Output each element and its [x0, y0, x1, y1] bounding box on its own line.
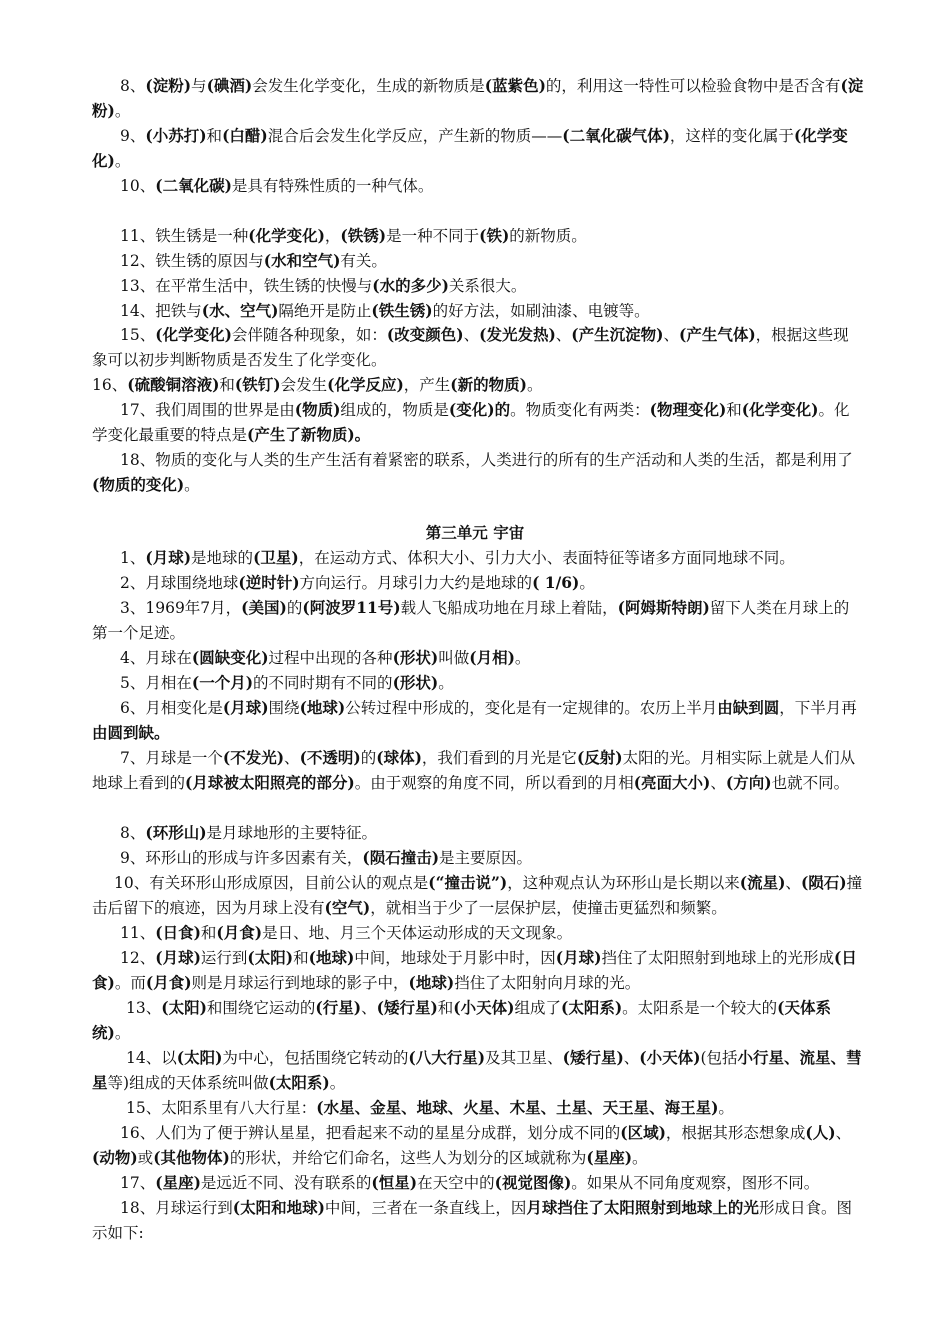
answer-text: (地球): [299, 698, 346, 717]
body-text: 载人飞船成功地在月球上着陆，: [400, 599, 618, 617]
body-text: 撞击后留下的痕迹，因为月球上没有: [92, 874, 863, 917]
body-text: 会发生: [280, 376, 328, 394]
body-text: 16、人们为了便于辨认星星，把看起来不动的星星分成群，划分成不同的: [120, 1124, 621, 1142]
paragraph-8: [92, 323, 864, 372]
answer-text: (月球): [155, 948, 201, 967]
body-text: ，根据其形态想象成: [665, 1124, 806, 1142]
body-text: 是日、地、月三个天体运动形成的天文现象。: [262, 924, 573, 942]
body-text: 16、: [92, 376, 128, 394]
body-text: 11、铁生锈是一种: [120, 227, 249, 245]
body-text: 会发生化学变化，生成的新物质是: [252, 77, 485, 95]
answer-text: (月球): [222, 698, 269, 717]
paragraph-23: [92, 946, 864, 995]
body-text: 、: [463, 326, 480, 344]
answer-text: (流星): [739, 873, 786, 892]
answer-text: (形状): [392, 673, 439, 692]
body-text: ，根据这些现象可以初步判断物质是否发生了化学变化。: [92, 326, 849, 369]
body-text: ，在运动方式、体积大小、引力大小、表面特征等诸多方面同地球不同。: [298, 549, 795, 567]
body-text: 和: [206, 127, 223, 145]
answer-text: (陨石): [800, 873, 847, 892]
body-text: 、: [284, 749, 300, 767]
paragraph-13: [92, 571, 864, 596]
body-text: 10、有关环形山形成原因，目前公认的观点是: [114, 874, 429, 892]
answer-text: (小天体): [453, 998, 515, 1017]
body-text: 。而: [114, 973, 146, 992]
body-text: 和: [437, 999, 454, 1017]
body-text: 及其卫星、: [485, 1049, 563, 1067]
answer-text: (太阳和地球): [232, 1198, 325, 1217]
paragraph-10: [92, 398, 864, 447]
answer-text: (铁钉): [234, 375, 281, 394]
paragraph-25: [92, 1046, 864, 1095]
answer-text: (变化)的: [448, 400, 511, 419]
answer-text: (产生沉淀物): [571, 325, 664, 344]
body-text: 或: [137, 1148, 154, 1167]
body-text: 的，利用这一特性可以检验食物中是否含有: [545, 77, 841, 95]
body-text: 的: [286, 599, 303, 617]
answer-text: (圆缺变化): [191, 648, 269, 667]
body-text: ，这样的变化属于: [669, 127, 794, 145]
body-text: 过程中出现的各种: [268, 649, 393, 667]
body-text: 11、: [120, 924, 156, 942]
answer-text: (小苏打): [145, 126, 207, 145]
paragraph-11: [92, 448, 864, 497]
answer-text: (水和空气): [263, 251, 341, 270]
answer-text: (阿波罗11号): [302, 598, 401, 617]
body-text: ，我们看到的月光是它: [421, 749, 577, 767]
answer-text: (白醋): [222, 126, 268, 145]
answer-text: (太阳): [161, 998, 207, 1017]
paragraph-7: [92, 299, 864, 324]
body-text: 8、: [120, 824, 146, 842]
body-text: 。太阳系是一个较大的: [622, 999, 778, 1017]
body-text: 。: [438, 674, 454, 692]
body-text: 的新物质。: [509, 227, 587, 245]
body-text: 3、1969年7月，: [120, 599, 242, 617]
body-text: ，下半月再: [779, 699, 857, 717]
answer-text: (人): [805, 1123, 836, 1142]
body-text: 则是月球运行到地球的影子中，: [191, 973, 409, 992]
answer-text: (环形山): [145, 823, 207, 842]
answer-text: (一个月): [191, 673, 254, 692]
paragraph-6: [92, 274, 864, 299]
answer-text: (区域): [620, 1123, 666, 1142]
body-text: 的好方法，如刷油漆、电镀等。: [432, 302, 650, 320]
paragraph-19: [92, 821, 864, 846]
body-text: 2、月球围绕地球: [120, 574, 239, 592]
answer-text: (产生气体): [678, 325, 756, 344]
paragraph-24: [92, 996, 864, 1045]
answer-text: (物质): [294, 400, 341, 419]
answer-text: (行星): [315, 998, 362, 1017]
body-text: 。: [114, 151, 131, 170]
body-text: 。: [526, 376, 543, 394]
body-text: 13、: [126, 999, 162, 1017]
answer-text: (形状): [392, 648, 439, 667]
body-text: 隔绝开是防止: [278, 302, 372, 320]
answer-text: (水的多少): [372, 276, 449, 295]
body-text: 、: [555, 326, 572, 344]
paragraph-18: [92, 746, 864, 795]
answer-text: (方向): [725, 772, 772, 792]
body-text: 的形状，并给它们命名，这些人为划分的区域就称为: [229, 1148, 587, 1167]
answer-text: (“撞击说”): [428, 873, 508, 892]
body-text: 留下人类在月球上的第一个足迹。: [92, 599, 850, 642]
answer-text: (化学变化): [248, 226, 325, 245]
body-text: 的: [360, 749, 377, 767]
body-text: 5、月相在: [120, 674, 192, 692]
answer-text: (化学变化): [92, 126, 848, 170]
paragraph-12: [92, 546, 864, 571]
answer-text: (视觉图像): [494, 1173, 572, 1192]
body-text: 也就不同。: [771, 773, 850, 792]
body-text: 12、: [120, 949, 156, 967]
body-text: ，就相当于少了一层保护层，使撞击更猛烈和频繁。: [370, 898, 727, 917]
body-text: 围绕: [268, 699, 300, 717]
body-text: 6、月相变化是: [120, 699, 223, 717]
body-text: 叫做: [438, 649, 470, 667]
body-text: 是月球地形的主要特征。: [206, 824, 378, 842]
body-text: 8、: [120, 77, 146, 95]
body-text: 。: [184, 475, 200, 494]
body-text: 公转过程中形成的，变化是有一定规律的。农历上半月: [345, 699, 718, 717]
answer-text: (天体系统): [92, 998, 832, 1042]
answer-text: (动物): [92, 1147, 138, 1167]
body-text: ，产生: [403, 376, 451, 394]
answer-text: (卫星): [253, 548, 299, 567]
body-text: 。如果从不同角度观察，图形不同。: [571, 1174, 820, 1192]
paragraph-22: [92, 921, 864, 946]
body-text: 与: [191, 77, 207, 95]
body-text: 14、以: [126, 1049, 177, 1067]
paragraph-3: [92, 174, 864, 199]
paragraph-5: [92, 249, 864, 274]
body-text: 7、月球是一个: [120, 749, 223, 767]
answer-text: (月球): [145, 548, 192, 567]
answer-text: (化学变化): [741, 400, 819, 419]
body-text: 和: [200, 924, 217, 942]
answer-text: (铁锈): [340, 226, 387, 245]
answer-text: (淀粉): [145, 76, 192, 95]
body-text: 和: [726, 401, 742, 419]
body-text: 1、: [120, 549, 146, 567]
body-text: 是地球的: [191, 549, 254, 567]
body-text: 运行到: [200, 949, 248, 967]
body-text: ，: [324, 227, 341, 245]
answer-text: (球体): [376, 748, 422, 767]
answer-text: (月相): [469, 648, 515, 667]
answer-text: (铁生锈): [371, 301, 433, 320]
answer-text: (八大行星): [408, 1048, 486, 1067]
body-text: 18、物质的变化与人类的生产生活有着紧密的联系，人类进行的所有的生产活动和人类的生活，都是利用了: [120, 451, 853, 469]
answer-text: (太阳): [247, 948, 294, 967]
answer-text: (月球): [555, 948, 602, 967]
body-text: 10、: [120, 177, 156, 195]
body-text: 是主要原因。: [439, 849, 533, 867]
body-text: 17、我们周围的世界是由: [120, 401, 295, 419]
answer-text: (星座): [586, 1147, 633, 1167]
answer-text: (硫酸铜溶液): [127, 375, 220, 394]
body-text: 17、: [120, 1174, 156, 1192]
body-text: 太阳的光。月相实际上就是人们从地球上看到的: [92, 749, 856, 792]
paragraph-1: [92, 74, 864, 123]
body-text: 、: [623, 1049, 640, 1067]
answer-text: (亮面大小): [633, 772, 711, 792]
body-text: 15、太阳系里有八大行星：: [126, 1099, 317, 1117]
body-text: 。: [514, 649, 531, 667]
answer-text: (不透明): [299, 748, 361, 767]
paragraph-28: [92, 1171, 864, 1196]
body-text: (包括: [700, 1049, 738, 1067]
body-text: 关系很大。: [448, 277, 527, 295]
answer-text: (水星、金星、地球、火星、木星、土星、天王星、海王星): [316, 1098, 719, 1117]
answer-text: (新的物质): [450, 375, 527, 394]
answer-text: 小行星、流星、彗星: [92, 1048, 862, 1092]
answer-text: ( 1/6): [532, 573, 580, 592]
answer-text: 由圆到缺。: [92, 722, 170, 742]
answer-text: (月食): [145, 972, 192, 992]
answer-text: (月食): [216, 923, 263, 942]
body-text: 。: [329, 1073, 346, 1092]
answer-text: (日食): [92, 948, 857, 992]
answer-text: (矮行星): [376, 998, 438, 1017]
answer-text: (不发光): [222, 748, 285, 767]
body-text: 9、环形山的形成与许多因素有关，: [120, 849, 363, 867]
answer-text: (逆时针): [238, 573, 300, 592]
body-text: 挡住了太阳照射到地球上的光形成: [601, 949, 834, 967]
body-text: 14、把铁与: [120, 302, 202, 320]
answer-text: (铁): [479, 226, 510, 245]
answer-text: (日食): [155, 923, 201, 942]
paragraph-17: [92, 696, 864, 745]
answer-text: (二氧化碳): [155, 176, 232, 195]
answer-text: (恒星): [371, 1173, 418, 1192]
paragraph-15: [92, 646, 864, 671]
body-text: 是一种不同于: [386, 227, 480, 245]
body-text: 、: [835, 1124, 852, 1142]
paragraph-26: [92, 1096, 864, 1121]
body-text: 在天空中的: [417, 1174, 495, 1192]
answer-text: 由缺到圆: [717, 698, 780, 717]
answer-text: (太阳系): [560, 998, 623, 1017]
answer-text: 月球挡住了太阳照射到地球上的光: [526, 1198, 759, 1217]
answer-text: (水、空气): [201, 301, 279, 320]
answer-text: (改变颜色): [386, 325, 464, 344]
answer-text: (蓝紫色): [484, 76, 546, 95]
body-text: 是具有特殊性质的一种气体。: [231, 177, 434, 195]
body-text: 是远近不同、没有联系的: [200, 1174, 372, 1192]
body-text: 。: [114, 1023, 131, 1042]
body-text: 、: [785, 874, 801, 892]
body-text: 和: [219, 376, 235, 394]
answer-text: (地球): [408, 972, 455, 992]
answer-text: (其他物体): [153, 1147, 230, 1167]
body-text: 。: [632, 1148, 648, 1167]
answer-text: (陨石撞击): [362, 848, 440, 867]
paragraph-4: [92, 224, 864, 249]
body-text: 挡住了太阳射向月球的光。: [454, 973, 641, 992]
answer-text: (空气): [324, 897, 371, 917]
body-text: 。: [718, 1099, 734, 1117]
body-text: 18、月球运行到: [120, 1199, 233, 1217]
body-text: 、: [710, 773, 726, 792]
answer-text: (美国): [241, 598, 287, 617]
body-text: 。: [114, 101, 131, 120]
unit3-heading: 第三单元 宇宙: [425, 523, 525, 542]
body-text: 组成的，物质是: [340, 401, 449, 419]
body-text: 13、在平常生活中，铁生锈的快慢与: [120, 277, 373, 295]
body-text: 形成日食。图示如下:: [92, 1199, 852, 1242]
paragraph-29: [92, 1196, 864, 1245]
body-text: 、: [663, 326, 679, 344]
answer-text: (发光发热): [479, 325, 556, 344]
answer-text: (小天体): [639, 1048, 701, 1067]
body-text: 中间，地球处于月影中时，因: [354, 949, 556, 967]
paragraph-20: [92, 846, 864, 871]
answer-text: (星座): [155, 1173, 201, 1192]
answer-text: (化学反应): [327, 375, 404, 394]
body-text: 有关。: [340, 252, 387, 270]
answer-text: (太阳系): [268, 1072, 330, 1092]
body-text: 中间，三者在一条直线上，因: [324, 1199, 527, 1217]
body-text: 15、: [120, 326, 156, 344]
body-text: 的不同时期有不同的: [253, 674, 393, 692]
body-text: 混合后会发生化学反应，产生新的物质——: [267, 127, 563, 145]
answer-text: (产生了新物质)。: [247, 424, 371, 444]
body-text: 会伴随各种现象，如：: [231, 326, 387, 344]
body-text: 4、月球在: [120, 649, 192, 667]
body-text: 。化学变化最重要的特点是: [92, 401, 850, 444]
answer-text: (碘酒): [206, 76, 253, 95]
answer-text: (反射): [576, 748, 623, 767]
body-text: 为中心，包括围绕它转动的: [222, 1049, 409, 1067]
answer-text: (矮行星): [562, 1048, 624, 1067]
body-text: 和围绕它运动的: [206, 999, 316, 1017]
body-text: 、: [361, 999, 377, 1017]
answer-text: (地球): [308, 948, 355, 967]
body-text: 12、铁生锈的原因与: [120, 252, 264, 270]
paragraph-14: [92, 596, 864, 645]
body-text: 和: [293, 949, 309, 967]
body-text: 组成了: [514, 999, 561, 1017]
paragraph-16: [92, 671, 864, 696]
answer-text: (太阳): [176, 1048, 223, 1067]
answer-text: (物质的变化): [92, 474, 185, 494]
answer-text: (淀粉): [92, 76, 864, 120]
body-text: 等)组成的天体系统叫做: [107, 1073, 269, 1092]
paragraph-21: [92, 871, 864, 920]
body-text: 。物质变化有两类：: [510, 401, 650, 419]
body-text: 。: [579, 574, 595, 592]
answer-text: (物理变化): [649, 400, 727, 419]
body-text: ，这种观点认为环形山是长期以来: [507, 874, 740, 892]
answer-text: (化学变化): [155, 325, 232, 344]
paragraph-27: [92, 1121, 864, 1170]
body-text: 方向运行。月球引力大约是地球的: [299, 574, 533, 592]
body-text: 。由于观察的角度不同，所以看到的月相: [354, 773, 634, 792]
body-text: 9、: [120, 127, 146, 145]
paragraph-2: [92, 124, 864, 173]
answer-text: (阿姆斯特朗): [617, 598, 710, 617]
answer-text: (二氧化碳气体): [562, 126, 670, 145]
answer-text: (月球被太阳照亮的部分): [185, 772, 355, 792]
paragraph-9: [92, 373, 864, 398]
